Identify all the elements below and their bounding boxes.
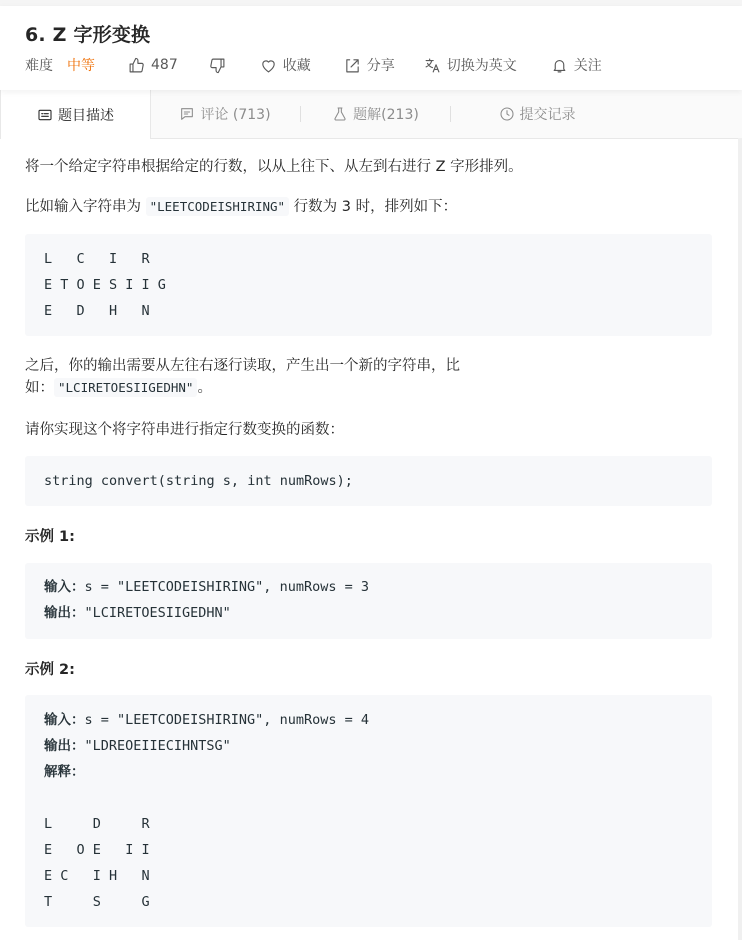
output-label: 输出： [44,738,85,754]
description-paragraph: 请你实现这个将字符串进行指定行数变换的函数： [25,422,344,438]
flask-icon [332,106,348,122]
share-button[interactable] [344,55,395,75]
code-block-signature [25,456,712,506]
difficulty-label: 难度 [25,58,53,74]
code-line: E T O E S I I G [44,277,166,293]
comment-icon [179,106,195,122]
code-line [44,577,369,597]
share-icon [344,57,361,74]
like-button[interactable] [128,57,178,74]
code-block-zigzag [25,234,712,336]
difficulty-badge: 中等 [67,58,95,74]
text-span: 比如输入字符串为 [25,199,146,215]
follow-button[interactable] [551,55,602,75]
example-1-title: 示例 1: [25,529,75,545]
description-paragraph [25,355,525,399]
page-title: 6. Z 字形变换 [25,24,151,46]
code-line [44,736,231,756]
code-line: L C I R [44,251,150,267]
problem-meta-bar [25,55,602,75]
tab-submissions-label: 提交记录 [519,107,576,123]
code-line: string convert(string s, int numRows); [44,473,353,489]
document-icon [37,107,53,123]
thumbs-down-icon [209,57,226,74]
code-line [44,762,85,782]
text-span: 之后，你的输出需要从左往右逐行读取，产生出一个新的字符串，比 [25,358,460,374]
description-paragraph [25,196,712,218]
tab-description-label: 题目描述 [58,107,114,124]
input-label: 输入： [44,712,85,728]
text-span: 。 [197,380,212,396]
code-line: E C I H N [44,868,150,884]
heart-icon [260,57,277,74]
dislike-button[interactable] [209,57,226,74]
code-line: T S G [44,894,150,910]
text-span: 行数为 3 时，排列如下： [289,199,458,215]
like-count: 487 [151,57,178,73]
output-value: "LCIRETOESIIGEDHN" [84,605,231,621]
tab-bar [0,90,742,139]
code-line: L D R [44,816,150,832]
example-2-title: 示例 2: [25,662,75,678]
switch-language-label: 切换为英文 [446,58,517,74]
tab-submissions[interactable] [451,90,623,138]
share-label: 分享 [366,58,395,74]
code-line: E D H N [44,303,150,319]
inline-code: "LCIRETOESIIGEDHN" [54,378,197,397]
code-block-example-2 [25,695,712,927]
tab-comments-label: 评论 (713) [200,107,271,123]
code-line [44,603,231,623]
input-value: s = "LEETCODEISHIRING", numRows = 4 [84,712,369,728]
thumbs-up-icon [128,57,145,74]
inline-code: "LEETCODEISHIRING" [146,197,289,216]
tab-solutions-label: 题解(213) [353,107,419,123]
follow-label: 关注 [573,58,602,74]
scrollbar[interactable] [738,138,742,940]
problem-header [0,6,742,90]
explain-label: 解释： [44,764,85,780]
tab-description[interactable] [0,90,151,139]
input-label: 输入： [44,579,85,595]
translate-icon [424,57,441,74]
code-line [44,710,369,730]
description-paragraph: 将一个给定字符串根据给定的行数，以从上往下、从左到右进行 Z 字形排列。 [25,159,523,175]
text-span: 如： [25,380,54,396]
favorite-button[interactable] [260,55,311,75]
output-value: "LDREOEIIECIHNTSG" [84,738,231,754]
bell-icon [551,57,568,74]
output-label: 输出： [44,605,85,621]
clock-icon [499,106,515,122]
input-value: s = "LEETCODEISHIRING", numRows = 3 [84,579,369,595]
tab-solutions[interactable] [301,90,450,138]
code-block-example-1 [25,563,712,639]
favorite-label: 收藏 [282,58,311,74]
switch-language-button[interactable] [424,55,517,75]
tab-comments[interactable] [150,90,300,138]
code-line: E O E I I [44,842,150,858]
